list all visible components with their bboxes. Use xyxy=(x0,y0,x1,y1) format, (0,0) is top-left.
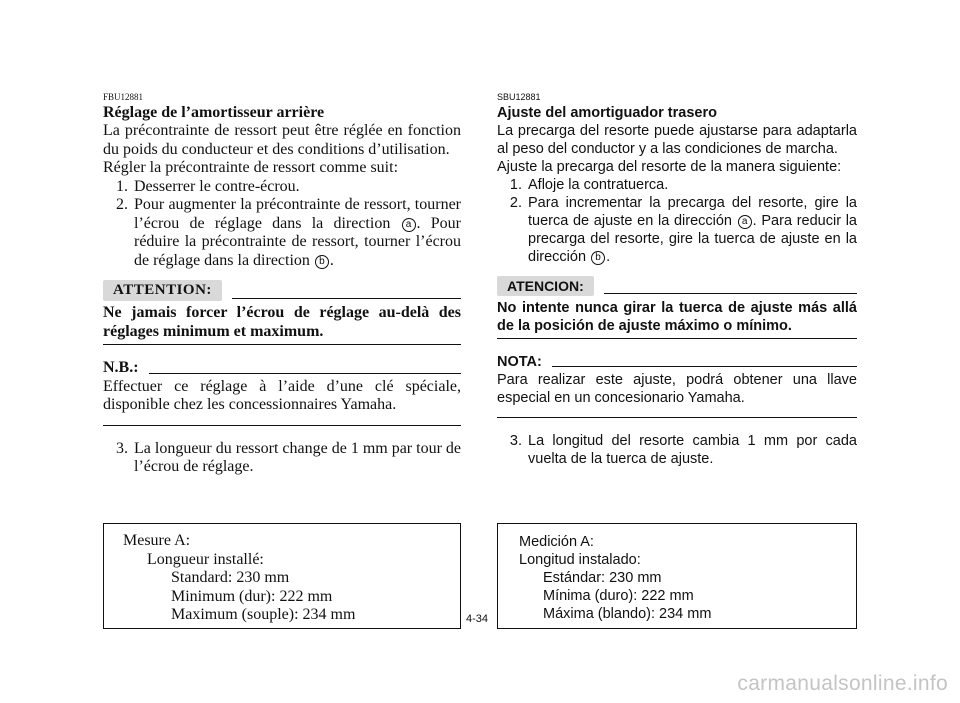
step-text: La longueur du ressort change de 1 mm par tour de l’écrou de réglage. xyxy=(134,439,462,475)
step-text-part: Para incrementar la precarga del resorte, gire la tuerca de ajuste en la dirección xyxy=(528,195,857,229)
step-1 xyxy=(103,178,461,197)
step-text-part: . xyxy=(329,251,334,269)
spec-box-french xyxy=(103,523,461,629)
step-text-part: . Para reducir la precarga del resorte, gire la tuerca de ajuste en la dirección xyxy=(528,213,857,265)
french-column xyxy=(103,92,461,477)
section-title: Réglage de l’amortisseur arrière xyxy=(103,104,325,121)
circled-marker-b: b xyxy=(591,251,605,265)
spec-subheading: Longueur installé: xyxy=(147,550,264,568)
step-3 xyxy=(103,440,461,477)
attention-badge: ATTENTION: xyxy=(103,280,222,301)
divider xyxy=(232,298,461,299)
step-number: 2. xyxy=(509,195,522,211)
circled-marker-a: a xyxy=(402,218,416,232)
step-1 xyxy=(497,176,857,194)
spec-standard: Standard: 230 mm xyxy=(171,569,290,586)
step-text: Afloje la contratuerca. xyxy=(528,177,669,193)
step-number: 1. xyxy=(509,177,522,193)
section-code: FBU12881 xyxy=(103,92,144,102)
spec-maximum: Maximum (souple): 234 mm xyxy=(171,606,356,623)
circled-marker-a: a xyxy=(738,215,752,229)
attention-text: No intente nunca girar la tuerca de ajuste más allá de la posición de ajuste máximo o mínimo. xyxy=(497,300,857,334)
step-3 xyxy=(497,432,857,468)
step-text xyxy=(528,194,857,266)
section-code: SBU12881 xyxy=(497,92,541,102)
spec-maximum: Máxima (blando): 234 mm xyxy=(543,606,712,622)
step-2 xyxy=(103,196,461,270)
step-text-part: . Pour réduire la précontrainte de ressort, tourner l’écrou de réglage dans la direction xyxy=(134,214,461,269)
spec-heading: Mesure A: xyxy=(123,532,191,549)
step-text xyxy=(134,196,461,270)
note-header xyxy=(497,353,857,371)
step-text: La longitud del resorte cambia 1 mm por cada vuelta de la tuerca de ajuste. xyxy=(528,433,857,467)
attention-header xyxy=(103,280,461,301)
step-number: 3. xyxy=(509,433,522,449)
attention-text: Ne jamais forcer l’écrou de réglage au-delà des réglages minimum et maximum. xyxy=(103,304,461,340)
spec-minimum: Mínima (duro): 222 mm xyxy=(543,588,694,604)
spec-minimum: Minimum (dur): 222 mm xyxy=(171,587,333,605)
spec-box-spanish xyxy=(497,523,857,629)
spec-heading: Medición A: xyxy=(519,534,594,550)
spanish-column xyxy=(497,92,857,468)
circled-marker-b: b xyxy=(315,255,329,269)
step-number: 2. xyxy=(116,196,128,213)
page-number: 4-34 xyxy=(466,613,489,625)
procedure-lead: Ajuste la precarga del resorte de la manera siguiente: xyxy=(497,159,842,175)
step-text-part: Pour augmenter la précontrainte de ressort, tourner l’écrou de réglage dans la direction xyxy=(134,196,461,232)
step-number: 3. xyxy=(116,439,128,457)
step-number: 1. xyxy=(116,177,128,195)
watermark: carmanualsonline.info xyxy=(737,672,948,695)
note-text: Para realizar este ajuste, podrá obtener una llave especial en un concesionario Yamaha. xyxy=(497,372,857,406)
divider xyxy=(103,344,461,345)
section-title: Ajuste del amortiguador trasero xyxy=(497,105,717,121)
step-text-part: . xyxy=(606,249,611,265)
procedure-lead: Régler la précontrainte de ressort comme suit: xyxy=(103,159,399,176)
divider xyxy=(149,373,461,374)
note-header xyxy=(103,359,461,378)
spec-subheading: Longitud instalado: xyxy=(519,552,641,568)
attention-header xyxy=(497,276,857,296)
intro-paragraph: La précontrainte de ressort peut être réglée en fonction du poids du conducteur et des conditions d’utilisation. xyxy=(103,122,461,158)
divider xyxy=(497,338,857,339)
note-text: Effectuer ce réglage à l’aide d’une clé spéciale, disponible chez les concessionnaires Yamaha. xyxy=(103,377,461,413)
divider xyxy=(604,293,857,294)
attention-badge: ATENCION: xyxy=(497,276,594,296)
step-text: Desserrer le contre-écrou. xyxy=(134,177,300,195)
step-2 xyxy=(497,194,857,266)
note-label: N.B.: xyxy=(103,359,139,376)
spec-standard: Estándar: 230 mm xyxy=(543,570,662,586)
note-label: NOTA: xyxy=(497,354,542,370)
intro-paragraph: La precarga del resorte puede ajustarse para adaptarla al peso del conductor y a las condiciones de marcha. xyxy=(497,123,857,157)
divider xyxy=(552,366,857,367)
